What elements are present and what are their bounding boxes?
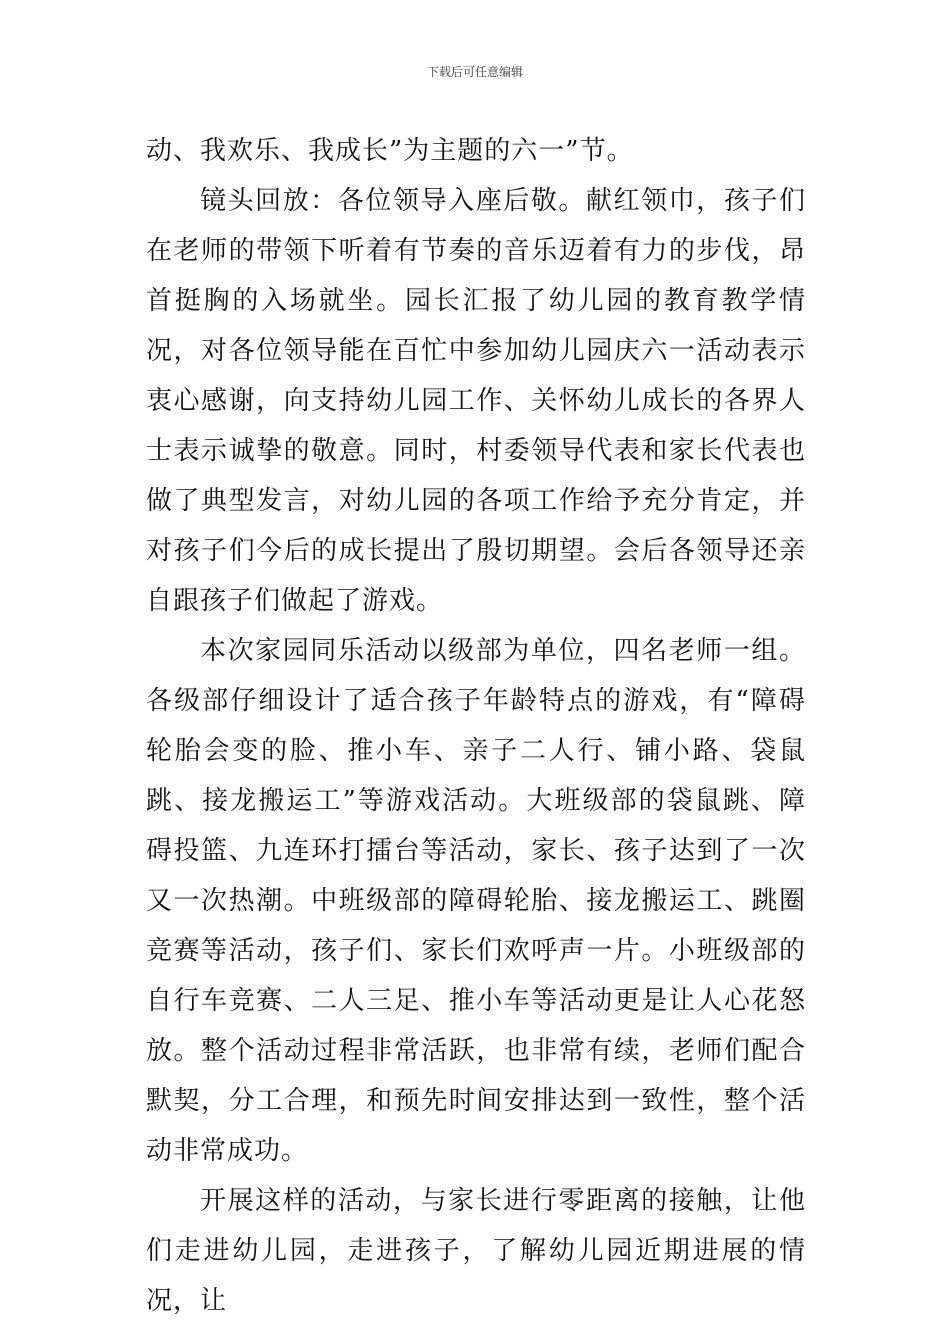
- paragraph-significance: 开展这样的活动，与家长进行零距离的接触，让他们走进幼儿园，走进孩子，了解幼儿园近期进展的情况，让: [146, 1186, 806, 1316]
- body-text: [146, 126, 806, 1326]
- header-note: 下载后可任意编辑: [426, 65, 523, 79]
- paragraph-continuation: 动、我欢乐、我成长”为主题的六一”节。: [146, 136, 634, 166]
- paragraph-review: 镜头回放：各位领导入座后敬。献红领巾，孩子们在老师的带领下听着有节奏的音乐迈着有力的步伐，昂首挺胸的入场就坐。园长汇报了幼儿园的教育教学情况，对各位领导能在百忙中参加幼儿园庆六一活动表示衷心感谢，向支持幼儿园工作、关怀幼儿成长的各界人士表示诚挚的敬意。同时，村委领导代表和家长代表也做了典型发言，对幼儿园的各项工作给予充分肯定，并对孩子们今后的成长提出了殷切期望。会后各领导还亲自跟孩子们做起了游戏。: [146, 186, 806, 616]
- paragraph-activities: 本次家园同乐活动以级部为单位，四名老师一组。各级部仔细设计了适合孩子年龄特点的游戏，有“障碍轮胎会变的脸、推小车、亲子二人行、铺小路、袋鼠跳、接龙搬运工”等游戏活动。大班级部的袋鼠跳、障碍投篮、九连环打擂台等活动，家长、孩子达到了一次又一次热潮。中班级部的障碍轮胎、接龙搬运工、跳圈竞赛等活动，孩子们、家长们欢呼声一片。小班级部的自行车竞赛、二人三足、推小车等活动更是让人心花怒放。整个活动过程非常活跃，也非常有续，老师们配合默契，分工合理，和预先时间安排达到一致性，整个活动非常成功。: [146, 636, 806, 1166]
